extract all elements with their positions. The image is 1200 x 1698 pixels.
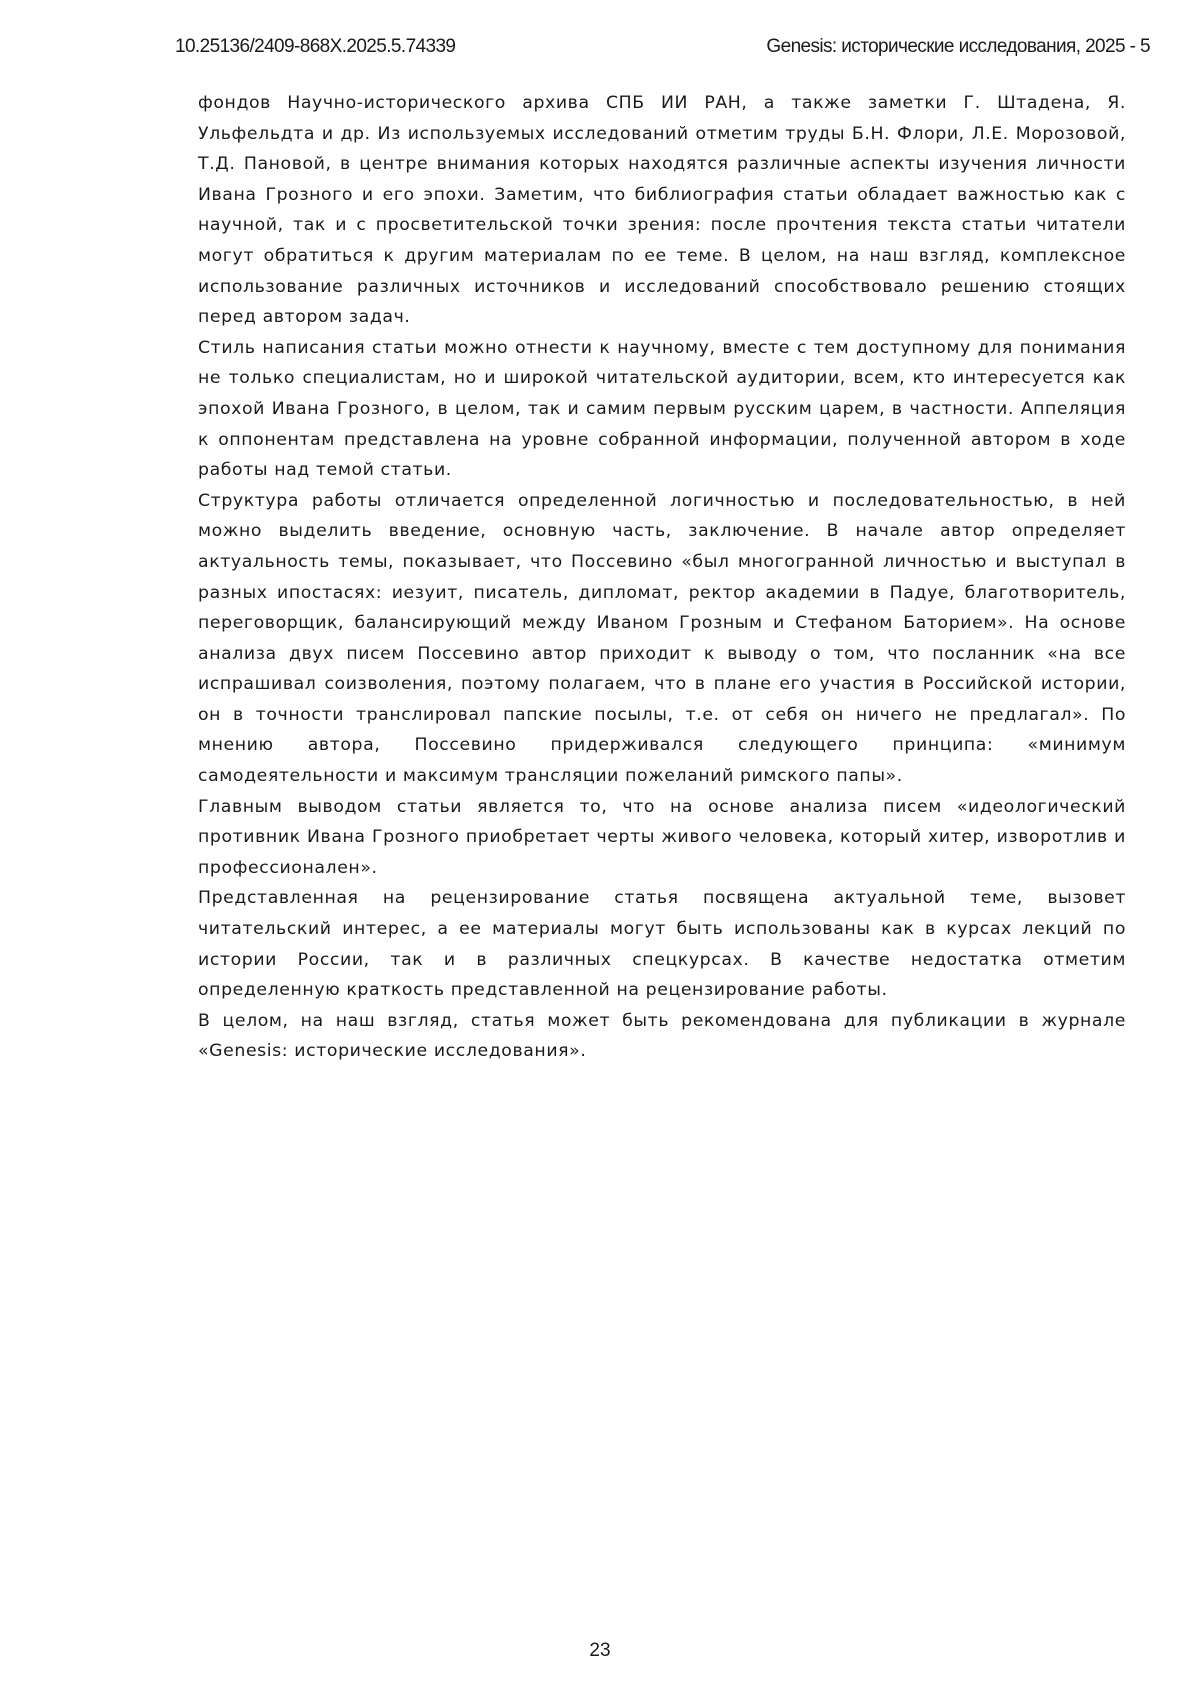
paragraph-main-conclusion: Главным выводом статьи является то, что на основе анализа писем «идеологический противник Ивана Грозного приобретает черты живого человека, который хитер, изворотлив и профессионален».: [198, 796, 1126, 878]
doi-reference: 10.25136/2409-868X.2025.5.74339: [175, 36, 456, 57]
paragraph-sources: фондов Научно-исторического архива СПБ ИИ РАН, а также заметки Г. Штадена, Я. Ульфельдта и др. Из используемых исследований отметим труды Б.Н. Флори, Л.Е. Морозовой, Т.Д. Пановой, в центре внимания которых находятся различные аспекты изучения личности Ивана Грозного и его эпохи. Заметим, что библиография статьи обладает важностью как с научной, так и с просветительской точки зрения: после прочтения текста статьи читатели могут обратиться к другим материалам по ее теме. В целом, на наш взгляд, комплексное использование различных источников и исследований способствовало решению стоящих перед автором задач.: [198, 93, 1126, 328]
paragraph-recommendation: В целом, на наш взгляд, статья может быть рекомендована для публикации в журнале «Genesis: исторические исследования».: [198, 1010, 1126, 1062]
article-review-text: [198, 88, 1126, 1067]
journal-issue-title: Genesis: исторические исследования, 2025 - 5: [766, 36, 1150, 57]
page-header: [175, 36, 1150, 62]
page-number: 23: [589, 1640, 611, 1661]
paragraph-style: Стиль написания статьи можно отнести к научному, вместе с тем доступному для понимания не только специалистам, но и широкой читательской аудитории, всем, кто интересуется как эпохой Ивана Грозного, в целом, так и самим первым русским царем, в частности. Аппеляция к оппонентам представлена на уровне собранной информации, полученной автором в ходе работы над темой статьи.: [198, 337, 1126, 481]
paragraph-relevance: Представленная на рецензирование статья посвящена актуальной теме, вызовет читательский интерес, а ее материалы могут быть использованы как в курсах лекций по истории России, так и в различных спецкурсах. В качестве недостатка отметим определенную краткость представленной на рецензирование работы.: [198, 888, 1126, 1001]
paragraph-structure: Структура работы отличается определенной логичностью и последовательностью, в ней можно выделить введение, основную часть, заключение. В начале автор определяет актуальность темы, показывает, что Поссевино «был многогранной личностью и выступал в разных ипостасях: иезуит, писатель, дипломат, ректор академии в Падуе, благотворитель, переговорщик, балансирующий между Иваном Грозным и Стефаном Баторием». На основе анализа двух писем Поссевино автор приходит к выводу о том, что посланник «на все испрашивал соизволения, поэтому полагаем, что в плане его участия в Российской истории, он в точности транслировал папские посылы, т.е. от себя он ничего не предлагал». По мнению автора, Поссевино придерживался следующего принципа: «минимум самодеятельности и максимум трансляции пожеланий римского папы».: [198, 490, 1126, 787]
